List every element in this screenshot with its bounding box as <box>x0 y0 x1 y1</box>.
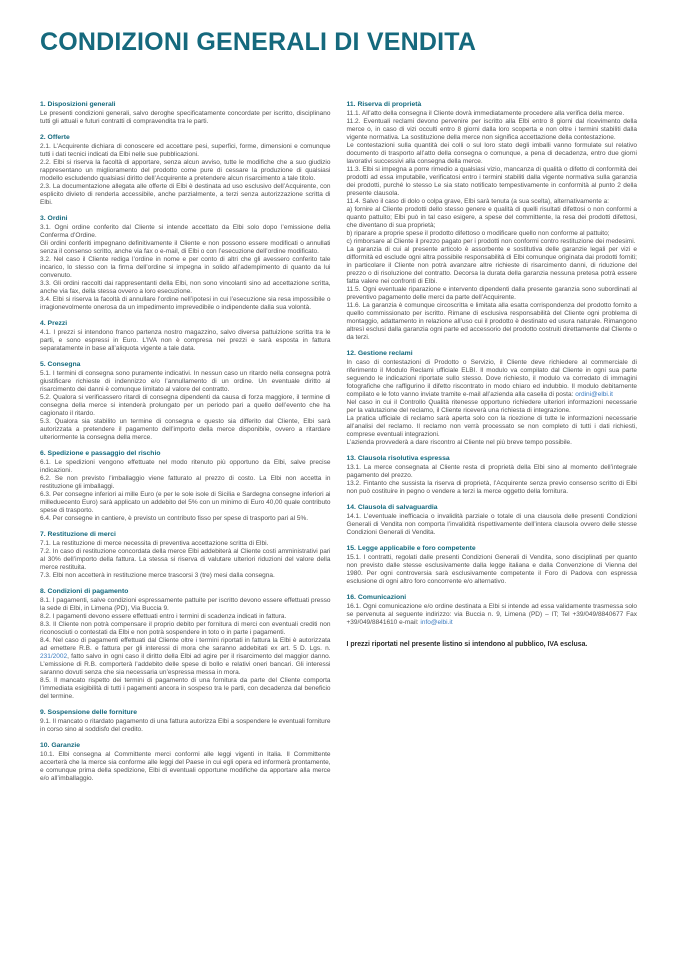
section-heading: 8. Condizioni di pagamento <box>40 588 129 595</box>
inline-link[interactable]: 231/2002 <box>40 653 68 660</box>
section-paragraph: 16.1. Ogni comunicazione e/o ordine destinata a Elbi si intende ad essa validamente trasmessa solo se pervenuta al seguente indirizzo: via Buccia n. 9, Limena (PD) – IT; Tel +39/049/8840677 Fax +39/049/8841610 e-mail: info@elbi.it <box>346 603 637 626</box>
section-paragraph: 8.3. Il Cliente non potrà compensare il proprio debito per fornitura di merci con eventuali crediti non riconosciuti o contestati da Elbi e non potrà sospendere in toto o in parte i pagamenti. <box>40 621 331 636</box>
left-column-sections <box>40 101 331 783</box>
section-heading: 11. Riserva di proprietà <box>346 101 422 108</box>
section-paragraph: La pratica ufficiale di reclamo sarà aperta solo con la ricezione di tutte le informazioni necessarie all’analisi del reclamo. Il reclamo non verrà processato se non completo di tutti i dati richiesti, comprese eventuali integrazioni. <box>346 415 637 438</box>
section-heading: 9. Sospensione delle forniture <box>40 709 138 716</box>
section-paragraph: 13.2. Fintanto che sussista la riserva di proprietà, l’Acquirente senza previo consenso scritto di Elbi non può costituire in pegno o vendere a terzi la merce oggetto della fornitura. <box>346 480 637 495</box>
section-paragraph: 11.1. All’atto della consegna il Cliente dovrà immediatamente procedere alla verifica della merce. <box>346 110 625 117</box>
section-paragraph: 6.2. Se non previsto l’imballaggio viene fatturato al prezzo di costo. La Elbi non accetta in restituzione gli imballaggi. <box>40 475 331 490</box>
section-heading: 6. Spedizione e passaggio del rischio <box>40 450 161 457</box>
section <box>347 504 638 537</box>
inline-link[interactable]: info@elbi.it <box>420 619 453 626</box>
section-paragraph: a) fornire al Cliente prodotti dello stesso genere e qualità di quelli risultati difettosi o non conformi a quanto pattuito; Elbi può in tal caso esigere, a spese del committente, la resa dei prodotti difettosi, che diventano di sua proprietà; <box>346 206 637 229</box>
section-paragraph: 7.2. In caso di restituzione concordata della merce Elbi addebiterà al Cliente costi amministrativi pari al 30% dell’importo della fattura. La stessa si riserva di valutare ulteriori riduzioni del valore della merce restituita. <box>40 548 331 571</box>
section-paragraph: 3.1. Ogni ordine conferito dal Cliente si intende accettato da Elbi solo dopo l’emissione della Conferma d’Ordine. <box>40 224 331 239</box>
section-heading: 1. Disposizioni generali <box>40 101 116 108</box>
section-paragraph: 15.1. I contratti, regolati dalle presenti Condizioni Generali di Vendita, sono disciplinati per quanto non previsto dalle stesse esclusivamente dalla legge italiana e dalla Convenzione di Vienna del 1980. Per ogni controversia sarà esclusivamente competente il Foro di Padova con espressa esclusione di ogni altro foro concorrente e/o alternativo. <box>346 554 637 585</box>
section <box>40 320 331 353</box>
section <box>40 450 331 523</box>
section-paragraph: 7.3. Elbi non accetterà in restituzione merce trascorsi 3 (tre) mesi dalla consegna. <box>40 572 275 579</box>
section-paragraph: 13.1. La merce consegnata al Cliente resta di proprietà della Elbi sino al momento dell’integrale pagamento del prezzo. <box>346 464 637 479</box>
section-paragraph: c) rimborsare al Cliente il prezzo pagato per i prodotti non conformi contro restituzione dei medesimi. <box>346 238 636 245</box>
section-paragraph: 9.1. Il mancato o ritardato pagamento di una fattura autorizza Elbi a sospendere le eventuali forniture in corso sino al soddisfo del credito. <box>40 718 331 733</box>
section-heading: 7. Restituzione di merci <box>40 531 116 538</box>
section-paragraph: 2.3. La documentazione allegata alle offerte di Elbi è destinata ad uso esclusivo dell’Acquirente, con esplicito divieto di renderla accessibile, anche parzialmente, a terzi senza autorizzazione scritta di Elbi. <box>40 183 331 206</box>
section-paragraph: 11.5. Ogni eventuale riparazione e intervento dipendenti dalla presente garanzia sono subordinati al preventivo pagamento delle merci da parte dell’Acquirente. <box>346 286 637 301</box>
footer-note: I prezzi riportati nel presente listino si intendono al pubblico, IVA esclusa. <box>346 641 588 648</box>
section-paragraph: 7.1. La restituzione di merce necessita di preventiva accettazione scritta di Elbi. <box>40 540 269 547</box>
section-paragraph: 5.1. I termini di consegna sono puramente indicativi. In nessun caso un ritardo nella consegna potrà giustificare richieste di indennizzo e/o l’annullamento di un ordine. Un eventuale diritto al risarcimento dei danni è comunque limitato al valore del contratto. <box>40 370 331 393</box>
section-paragraph: Gli ordini conferiti impegnano definitivamente il Cliente e non possono essere modificati o annullati senza il consenso scritto, anche via fax o e-mail, di Elbi o con l’esecuzione dell’ordine modificato. <box>40 240 331 255</box>
section-paragraph: Le presenti condizioni generali, salvo deroghe specificatamente concordate per iscritto, disciplinano tutti gli attuali e futuri contratti di compravendita tra le parti. <box>40 110 331 125</box>
section-paragraph: 4.1. I prezzi si intendono franco partenza nostro magazzino, salvo diversa pattuizione scritta tra le parti, e sono espressi in Euro. L’IVA non è compresa nei prezzi e sarà esposta in fattura separatamente in base all’aliquota vigente a tale data. <box>40 329 331 352</box>
section-heading: 2. Offerte <box>40 134 70 141</box>
section-paragraph: 11.4. Salvo il caso di dolo o colpa grave, Elbi sarà tenuta (a sua scelta), alternativamente a: <box>346 198 610 205</box>
section-paragraph: 3.3. Gli ordini raccolti dai rappresentanti della Elbi, non sono vincolanti sino ad accettazione scritta, anche via fax, della stessa ovvero a loro esecuzione. <box>40 280 331 295</box>
section-paragraph: 14.1. L’eventuale inefficacia o invalidità parziale o totale di una clausola delle presenti Condizioni Generali di Vendita non comporta l’invalidità rispettivamente dell’intera clausola ovvero delle stesse Condizioni Generali di Vendita. <box>346 513 637 536</box>
section-paragraph: 8.1. I pagamenti, salve condizioni espressamente pattuite per iscritto devono essere effettuati presso la sede di Elbi, in Limena (PD), Via Buccia 9. <box>40 597 331 612</box>
section-paragraph: L’azienda provvederà a dare riscontro al Cliente nel più breve tempo possibile. <box>346 439 572 446</box>
section-paragraph: Nel caso in cui il Controllo Qualità ritenesse opportuno richiedere ulteriori informazioni necessarie per la valutazione del reclamo, il Cliente riceverà una richiesta di integrazione. <box>346 399 637 414</box>
section <box>40 531 331 580</box>
section-paragraph: 10.1. Elbi consegna al Committente merci conformi alle leggi vigenti in Italia. Il Committente accerterà che la merce sia conforme alle leggi del Paese in cui egli opera ed informerà prontamente, e comunque prima della spedizione, Elbi di eventuali opportune modifiche da apportare alla merce e/o all’imballaggio. <box>40 751 331 782</box>
right-column-sections <box>347 101 638 627</box>
section-heading: 14. Clausola di salvaguardia <box>346 504 438 511</box>
section-paragraph: 5.2. Qualora si verificassero ritardi di consegna dipendenti da causa di forza maggiore, il termine di consegna della merce si intenderà prolungato per un periodo pari a quello dell’evento che ha cagionato il ritardo. <box>40 394 331 417</box>
section-heading: 12. Gestione reclami <box>346 350 413 357</box>
inline-link[interactable]: ordini@elbi.it <box>575 391 613 398</box>
section <box>347 101 638 342</box>
section-paragraph: 6.3. Per consegne inferiori ai mille Euro (e per le sole isole di Sicilia e Sardegna consegne inferiori ai milleduecento Euro) sarà applicato un addebito del 5% con un minimo di Euro 40,00 quale contributo spese di trasporto. <box>40 491 331 514</box>
section-paragraph: La garanzia di cui al presente articolo è assorbente e sostitutiva delle garanzie legali per vizi e difformità ed esclude ogni altra possibile responsabilità di Elbi comunque originata dai prodotti forniti; in particolare il Cliente non potrà avanzare altre richieste di risarcimento danni, di riduzione del prezzo o di risoluzione del contratto. Decorsa la durata della garanzia nessuna pretesa potrà essere fatta valere nei confronti di Elbi. <box>346 246 637 285</box>
section-heading: 3. Ordini <box>40 215 68 222</box>
section <box>40 361 331 442</box>
section <box>40 588 331 701</box>
section-paragraph: 2.1. L’Acquirente dichiara di conoscere ed accettare pesi, superfici, forme, dimensioni e comunque tutti i dati tecnici indicati da Elbi nelle sue pubblicazioni. <box>40 143 331 158</box>
page-title: CONDIZIONI GENERALI DI VENDITA <box>40 28 477 56</box>
section-paragraph: 6.1. Le spedizioni vengono effettuate nel modo ritenuto più opportuno da Elbi, salve precise indicazioni. <box>40 459 331 474</box>
section <box>347 545 638 586</box>
content-columns <box>40 101 637 791</box>
section <box>40 101 331 126</box>
section-heading: 16. Comunicazioni <box>346 594 407 601</box>
section-paragraph: 3.4. Elbi si riserva la facoltà di annullare l’ordine nell’ipotesi in cui l’esecuzione sia resa impossibile o irragionevolmente onerosa da un impedimento imprevedibile o indipendente dalla sua volontà. <box>40 296 331 311</box>
section-paragraph: 8.4. Nel caso di pagamenti effettuati dal Cliente oltre i termini riportati in fattura la Elbi è autorizzata ad emettere R.B. e fattura per gli interessi di mora che saranno addebitati ex art. 5 D. Lgs. n. 231/2002, fatto salvo in ogni caso il diritto della Elbi ad agire per il risarcimento del maggior danno. L’emissione di R.B. comporterà l’addebito delle spese di bollo e relativi oneri bancari. Gli interessi saranno dovuti senza che sia necessaria un’espressa messa in mora. <box>40 637 331 676</box>
section-paragraph: b) riparare a proprie spese il prodotto difettoso o modificare quello non conforme al pattuito; <box>346 230 610 237</box>
section-paragraph: 11.2. Eventuali reclami devono pervenire per iscritto alla Elbi entro 8 giorni dal ricevimento della merce o, in caso di vizi occulti entro 8 giorni dalla loro scoperta e non oltre i termini stabiliti dalla vigente normativa. La sostituzione della merce non significa accettazione della contestazione. <box>346 118 637 141</box>
section <box>40 215 331 312</box>
section-heading: 10. Garanzie <box>40 742 81 749</box>
section-paragraph: 5.3. Qualora sia stabilito un termine di consegna e questo sia differito dal Cliente, Elbi sarà autorizzata a pretendere il pagamento dell’importo della merce disponibile, ovvero a ritardare ulteriormente la consegna della merce. <box>40 418 331 441</box>
section-paragraph: 3.2. Nel caso il Cliente rediga l’ordine in nome e per conto di altri che gli avessero conferito tale incarico, lo stesso con la firma dell’ordine si impegna in solido all’adempimento di quanto da lui convenuto. <box>40 256 331 279</box>
section <box>347 455 638 496</box>
section <box>40 742 331 783</box>
section <box>40 709 331 734</box>
section-paragraph: 8.5. Il mancato rispetto dei termini di pagamento di una fornitura da parte del Cliente comporta l’immediata esigibilità di tutti i pagamenti ancora in sospeso tra le parti, con decadenza dal beneficio del termine. <box>40 677 331 700</box>
right-column <box>347 101 638 650</box>
section-paragraph: 6.4. Per consegne in cantiere, è previsto un contributo fisso per spese di trasporto pari al 5%. <box>40 515 309 522</box>
section-heading: 15. Legge applicabile e foro competente <box>346 545 476 552</box>
section-heading: 13. Clausola risolutiva espressa <box>346 455 450 462</box>
section-paragraph: 11.3. Elbi si impegna a porre rimedio a qualsiasi vizio, mancanza di qualità o difetto di conformità dei prodotti ad essa imputabile, verificatosi entro i termini stabiliti dalla vigente normativa sulla garanzia dei prodotti, purché lo stesso Le sia stato notificato tempestivamente in conformità al punto 2 della presente clausola. <box>346 166 637 197</box>
section-paragraph: 11.6. La garanzia è comunque circoscritta e limitata alla esatta corrispondenza del prodotto fornito a quello commissionato per iscritto. Rimane di esclusiva responsabilità del Cliente ogni problema di montaggio, adattamento in relazione all’uso cui il prodotto è destinato ed usura naturale. Rimangono altresì esclusi dalla garanzia ogni parte ed accessorio del prodotto costruiti direttamente dal Cliente o da terzi. <box>346 302 637 341</box>
left-column <box>40 101 331 791</box>
section <box>347 350 638 447</box>
section-heading: 5. Consegna <box>40 361 81 368</box>
section <box>40 134 331 207</box>
section-paragraph: 2.2. Elbi si riserva la facoltà di apportare, senza alcun avviso, tutte le modifiche che a suo giudizio rappresentano un miglioramento del prodotto come pure di cessare la produzione di qualsiasi modello escludendo qualsiasi diritto dell’Acquirente a pretendere alcun risarcimento a tale titolo. <box>40 159 331 182</box>
section-paragraph: 8.2. I pagamenti devono essere effettuati entro i termini di scadenza indicati in fattura. <box>40 613 287 620</box>
section-heading: 4. Prezzi <box>40 320 68 327</box>
section <box>347 594 638 627</box>
section-paragraph: Le contestazioni sulla quantità dei colli o sul loro stato degli imballi vanno formulate sul relativo documento di trasporto all’atto della consegna o comunque, a pena di decadenza, entro due giorni lavorativi successivi alla consegna della merce. <box>346 142 637 165</box>
section-paragraph: In caso di contestazioni di Prodotto o Servizio, il Cliente deve richiedere al commerciale di riferimento il Modulo Reclami ufficiale ELBI. Il modulo va compilato dal Cliente in ogni sua parte seguendo le indicazioni riportate sullo stesso. Dove richiesto, il modulo va corredato di immagini fotografiche che raffigurino il difetto riscontrato in modo chiaro ed indubbio. Il modulo debitamente compilato e le foto vanno inviate tramite e-mail all’azienda alla casella di posta: ordini@elbi.it <box>346 359 637 398</box>
